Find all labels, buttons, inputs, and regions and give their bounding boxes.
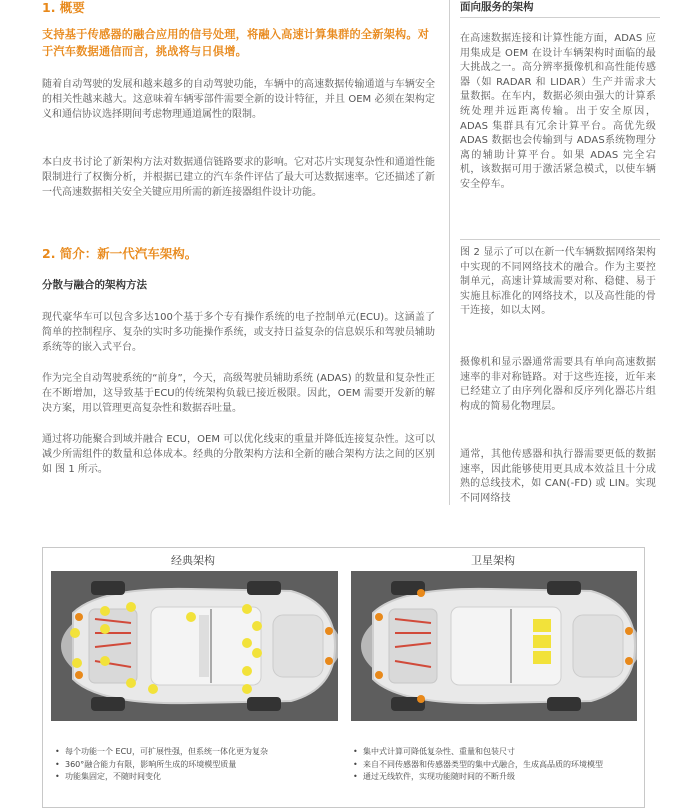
section-heading-overview: 1. 概要 [42, 0, 85, 15]
list-item: • 集中式计算可降低复杂性、重量和包装尺寸 [353, 746, 603, 759]
list-item: • 功能集固定，不随时间变化 [55, 771, 268, 784]
overview-paragraph-1: 随着自动驾驶的发展和越来越多的自动驾驶功能，车辆中的高速数据传输通道与车辆安全的相关性越来越大。这意味着车辆零部件需要全新的设计特征，并且 OEM 必须在架构定义和通信协议选择期间考虑物理通道属性的限制。 [42, 79, 435, 120]
section-heading-intro: 2. 简介：新一代汽车架构。 [42, 246, 198, 261]
car-image-satellite [351, 571, 637, 721]
car-illustration [351, 571, 637, 721]
sidebar-divider [460, 17, 660, 18]
list-item: • 每个功能一个 ECU，可扩展性强，但系统一体化更为复杂 [55, 746, 268, 759]
sidebar-paragraph-1: 在高速数据连接和计算性能方面，ADAS 应用集成是 OEM 在设计车辆架构时面临的最大挑战之一。高分辨率摄像机和高性能传感器（如 RADAR 和 LIDAR）生产并需求大量数据。在车内，数据必须由强大的计算系统处理并远距离传输。出于安全原因，ADAS 集群具有冗余计算平台。高优先级 ADAS 数据也会传输到与 ADAS系统物理分离的辅助计算平台。如果 ADAS 完全宕机，该数据可用于激活紧急模式，以使车辆安全停车。 [460, 33, 656, 190]
satellite-bullet-list [353, 746, 603, 784]
list-item: • 来自不同传感器和传感器类型的集中式融合，生成高品质的环境模型 [353, 759, 603, 772]
intro-paragraph-3: 通过将功能聚合到域并融合 ECU，OEM 可以优化线束的重量并降低连接复杂性。这可以减少所需组件的数量和总体成本。经典的分散架构方法和全新的融合架构方法之间的区别如 图 1 所示。 [42, 434, 435, 475]
overview-paragraph-2: 本白皮书讨论了新架构方法对数据通信链路要求的影响。它对芯片实现复杂性和通道性能限制进行了权衡分析，并根据已建立的汽车条件评估了最大可达数据速率。它还描述了新一代高速数据相关安全关键应用所需的新连接器组件设计功能。 [42, 157, 435, 198]
column-divider [449, 0, 450, 505]
car-image-classic [51, 571, 338, 721]
sidebar-paragraph-2: 图 2 显示了可以在新一代车辆数据网络架构中实现的不同网络技术的融合。作为主要控制单元，高速计算域需要对称、稳健、易于实施且标准化的网络技术，以及高性能的骨干连接，如以太网。 [460, 247, 656, 317]
sidebar-divider [460, 239, 660, 240]
sidebar-paragraph-3: 摄像机和显示器通常需要具有单向高速数据速率的非对称链路。对于这些连接，近年来已经建立了由序列化器和反序列化器芯片组构成的简易化物理层。 [460, 357, 656, 412]
figure-panel-classic [43, 548, 343, 807]
classic-bullet-list [55, 746, 268, 784]
lead-paragraph: 支持基于传感器的融合应用的信号处理，将融入高速计算集群的全新架构。对于汽车数据通信而言，挑战将与日俱增。 [42, 28, 430, 58]
car-illustration [51, 571, 338, 721]
subsection-heading-architecture: 分散与融合的架构方法 [42, 279, 147, 291]
figure-panel-satellite [343, 548, 643, 807]
panel-title-classic: 经典架构 [171, 554, 215, 567]
sidebar-title: 面向服务的架构 [460, 1, 534, 13]
intro-paragraph-2: 作为完全自动驾驶系统的“前身”，今天，高级驾驶员辅助系统 (ADAS) 的数量和复杂性正在不断增加，这导致基于ECU的传统架构负载已接近极限。因此，OEM 需要开发新的解决方案，用以管理更高复杂性和数据吞吐量。 [42, 373, 435, 414]
panel-title-satellite: 卫星架构 [471, 554, 515, 567]
list-item: • 360°融合能力有限，影响所生成的环境模型质量 [55, 759, 268, 772]
figure-1 [42, 547, 645, 808]
intro-paragraph-1: 现代豪华车可以包含多达100个基于多个专有操作系统的电子控制单元(ECU)。这涵盖了简单的控制程序、复杂的实时多功能操作系统，或支持日益复杂的信息娱乐和驾驶员辅助系统等的嵌入式平台。 [42, 312, 435, 353]
sidebar-paragraph-4: 通常，其他传感器和执行器需要更低的数据速率，因此能够使用更具成本效益且十分成熟的总线技术，如 CAN(-FD) 或 LIN。实现不同网络技 [460, 449, 656, 504]
list-item: • 通过无线软件，实现功能随时间的不断升级 [353, 771, 603, 784]
